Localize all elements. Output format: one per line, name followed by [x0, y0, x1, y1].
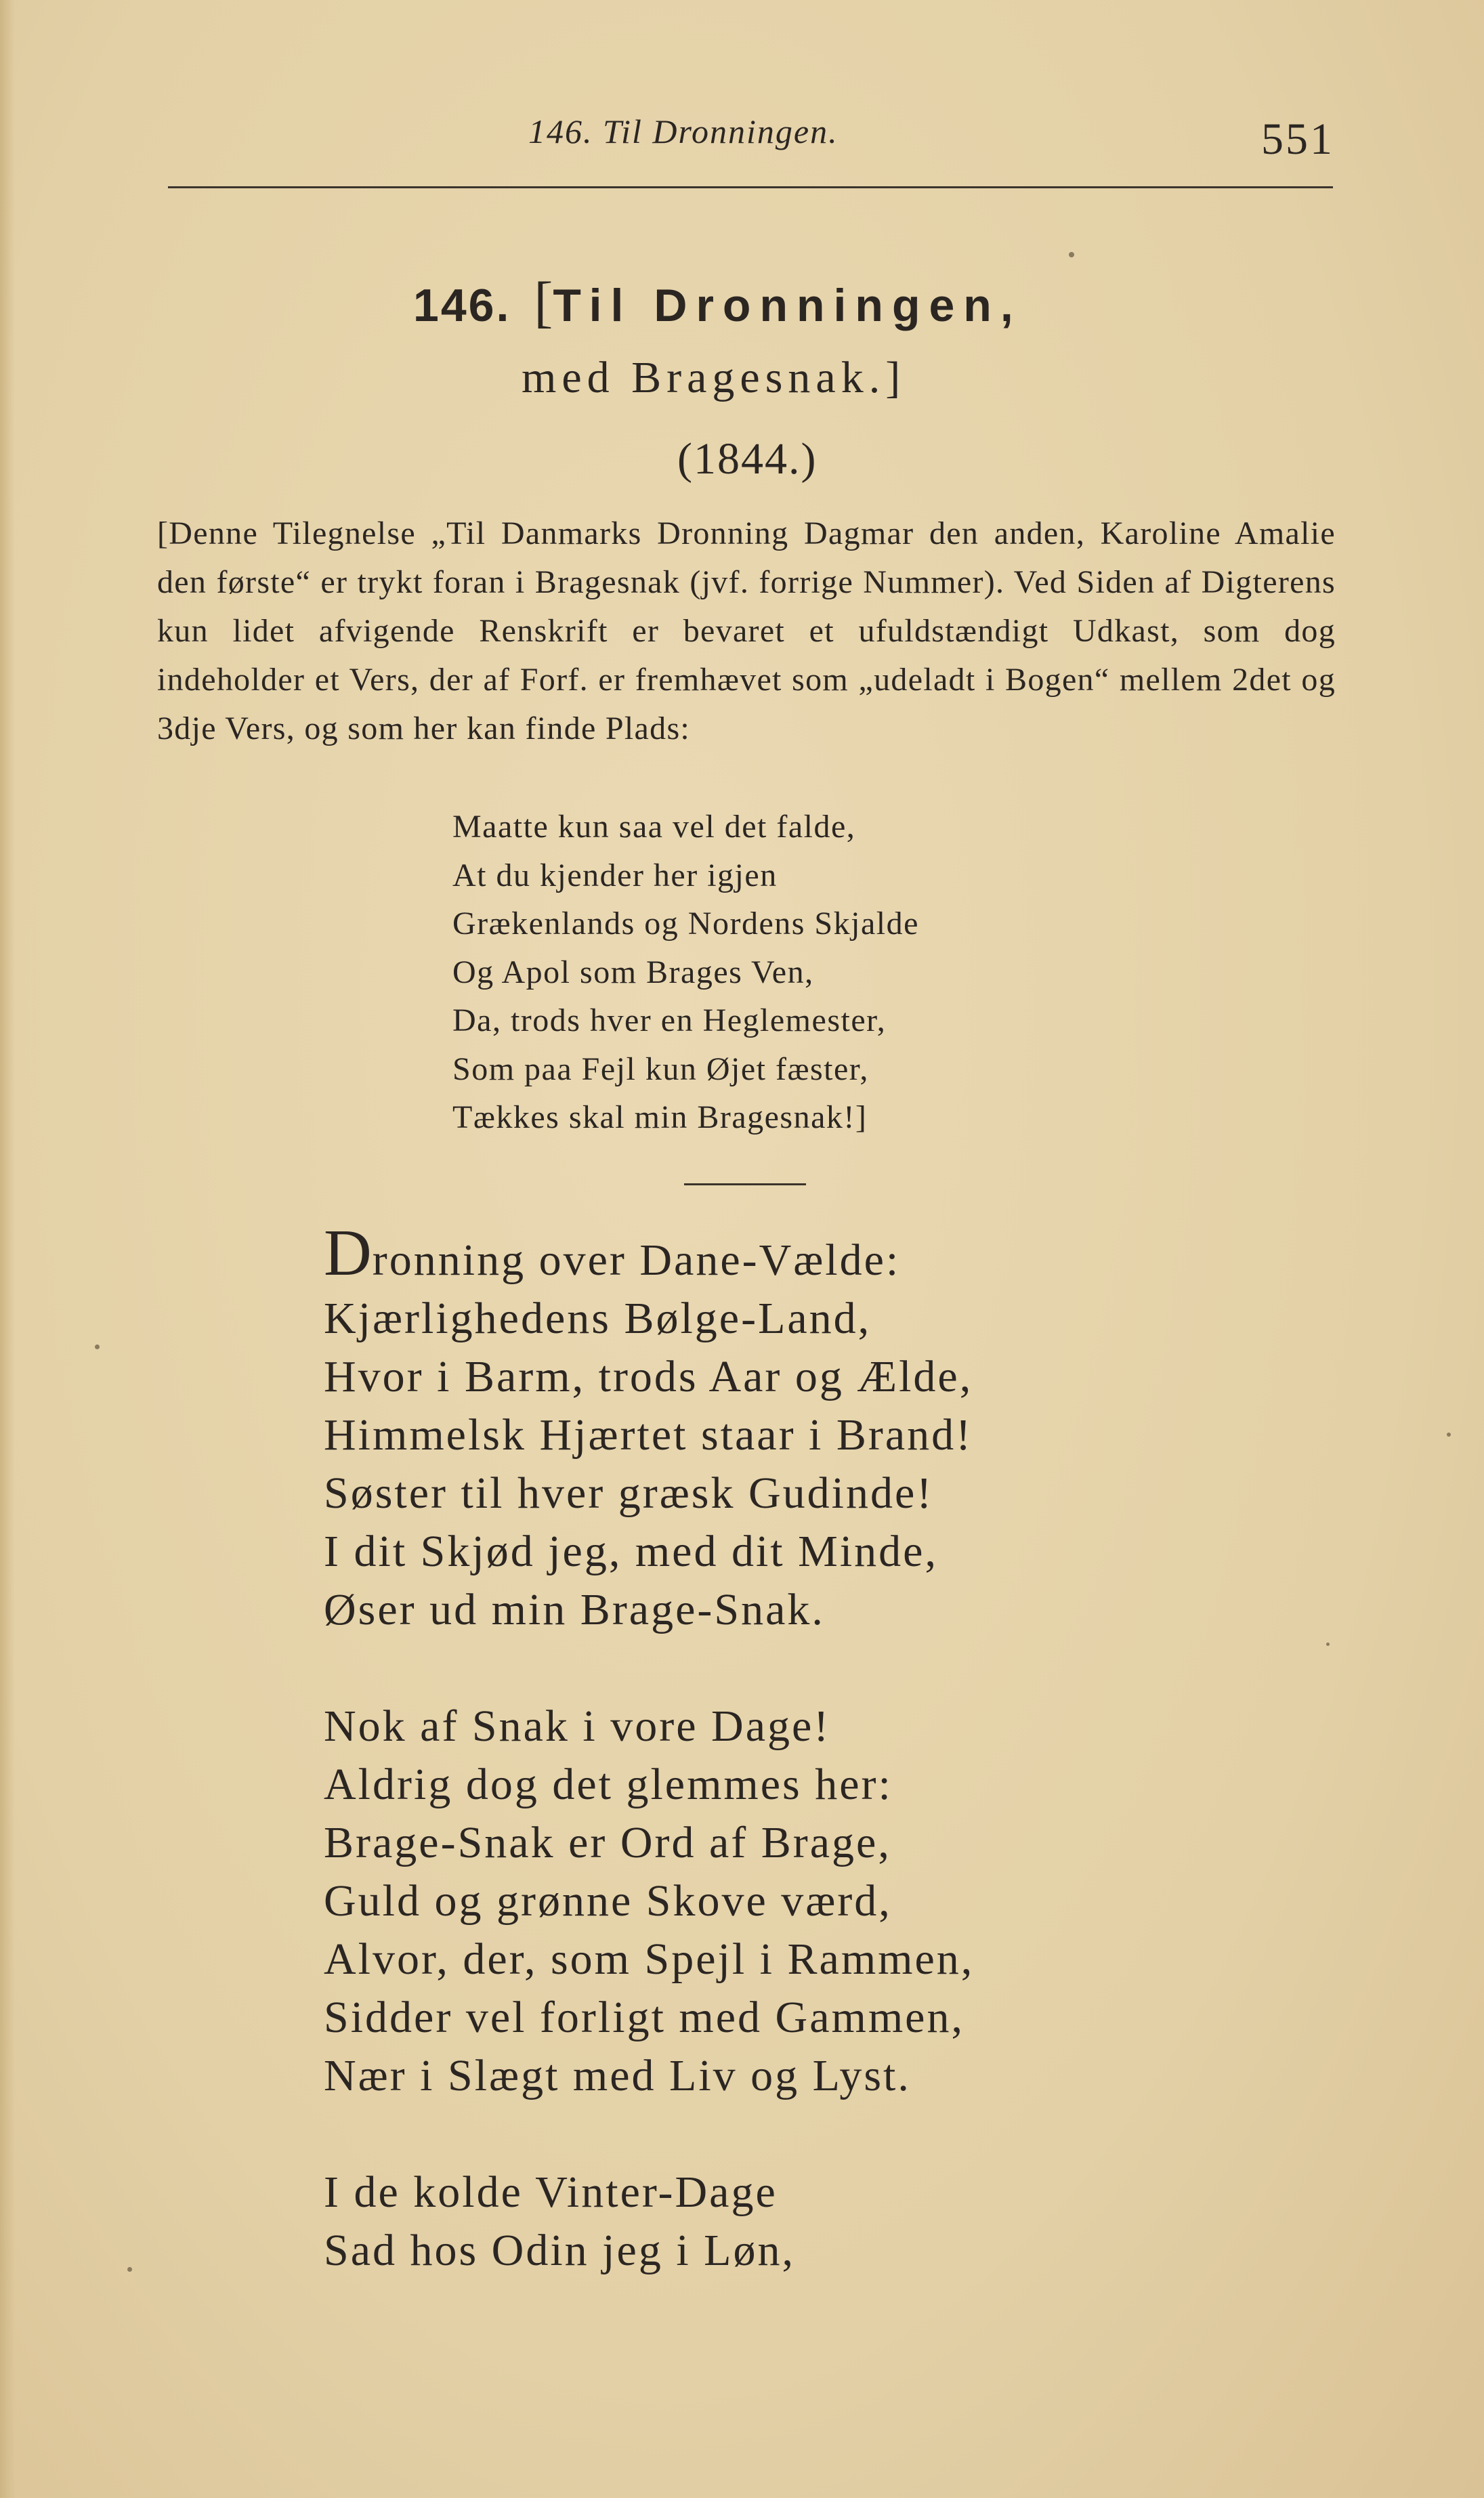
drop-cap: D	[324, 1216, 374, 1290]
poem-line: Guld og grønne Skove værd,	[324, 1876, 892, 1926]
poem-line: Sidder vel forligt med Gammen,	[324, 1993, 964, 2042]
note-verse-line: Maatte kun saa vel det falde,	[452, 809, 856, 845]
page-number: 551	[1261, 114, 1334, 164]
poem-line: Kjærlighedens Bølge-Land,	[324, 1294, 872, 1343]
page-edge-shadow	[0, 0, 15, 2498]
note-verse-line: Da, trods hver en Heglemester,	[452, 1002, 887, 1038]
stanza-gap	[324, 1639, 974, 1697]
poem-line	[324, 1216, 974, 1290]
paper-speck	[1447, 1433, 1451, 1437]
poem-line: Nær i Slægt med Liv og Lyst.	[324, 2051, 911, 2100]
title-bracket: [	[534, 271, 553, 334]
poem-line: I de kolde Vinter-Dage	[324, 2167, 778, 2217]
poem-line: Aldrig dog det glemmes her:	[324, 1760, 893, 1809]
poem-body	[324, 1216, 975, 2280]
paper-speck	[1326, 1643, 1330, 1646]
poem-line: Øser ud min Brage-Snak.	[324, 1585, 825, 1634]
header-rule	[168, 186, 1333, 188]
note-verse-line: At du kjender her igjen	[452, 857, 778, 893]
note-verse-line: Tækkes skal min Bragesnak!]	[452, 1099, 868, 1135]
poem-line: Nok af Snak i vore Dage!	[324, 1701, 831, 1751]
section-separator	[684, 1183, 806, 1185]
poem-title-line1: Til Dronningen,	[553, 280, 1022, 331]
stanza-gap	[324, 2105, 974, 2163]
note-verse-line: Som paa Fejl kun Øjet fæster,	[452, 1051, 869, 1087]
poem-line-text: ronning over Dane-Vælde:	[372, 1235, 901, 1285]
paper-speck	[127, 2267, 132, 2272]
poem-subtitle: med Bragesnak.]	[522, 353, 906, 402]
paper-speck	[95, 1345, 100, 1349]
note-verse-line: Og Apol som Brages Ven,	[452, 954, 814, 990]
poem-title	[413, 270, 1022, 335]
poem-line: Brage-Snak er Ord af Brage,	[324, 1818, 891, 1867]
poem-line: Sad hos Odin jeg i Løn,	[324, 2226, 795, 2275]
running-head: 146. Til Dronningen.	[528, 112, 839, 150]
poem-line: Alvor, der, som Spejl i Rammen,	[324, 1934, 975, 1984]
paper-speck	[1069, 252, 1074, 257]
poem-line: Søster til hver græsk Gudinde!	[324, 1468, 934, 1518]
note-verse-line: Grækenlands og Nordens Skjalde	[452, 906, 919, 941]
poem-line: Hvor i Barm, trods Aar og Ælde,	[324, 1352, 973, 1401]
editorial-note-verse	[452, 803, 919, 1142]
poem-line: I dit Skjød jeg, med dit Minde,	[324, 1527, 938, 1576]
poem-line: Himmelsk Hjærtet staar i Brand!	[324, 1410, 973, 1460]
poem-year: (1844.)	[677, 434, 818, 484]
editorial-note: [Denne Tilegnelse „Til Danmarks Dronning Dagmar den anden, Karoline Amalie den første“ er trykt foran i Bragesnak (jvf. forrige Nummer). Ved Siden af Digterens kun lidet afvigende Renskrift er bevaret et ufuldstændigt Udkast, som dog indeholder et Vers, der af Forf. er fremhævet som „udeladt i Bogen“ mellem 2det og 3dje Vers, og som her kan finde Plads:	[157, 515, 1336, 746]
poem-number: 146.	[413, 280, 511, 331]
